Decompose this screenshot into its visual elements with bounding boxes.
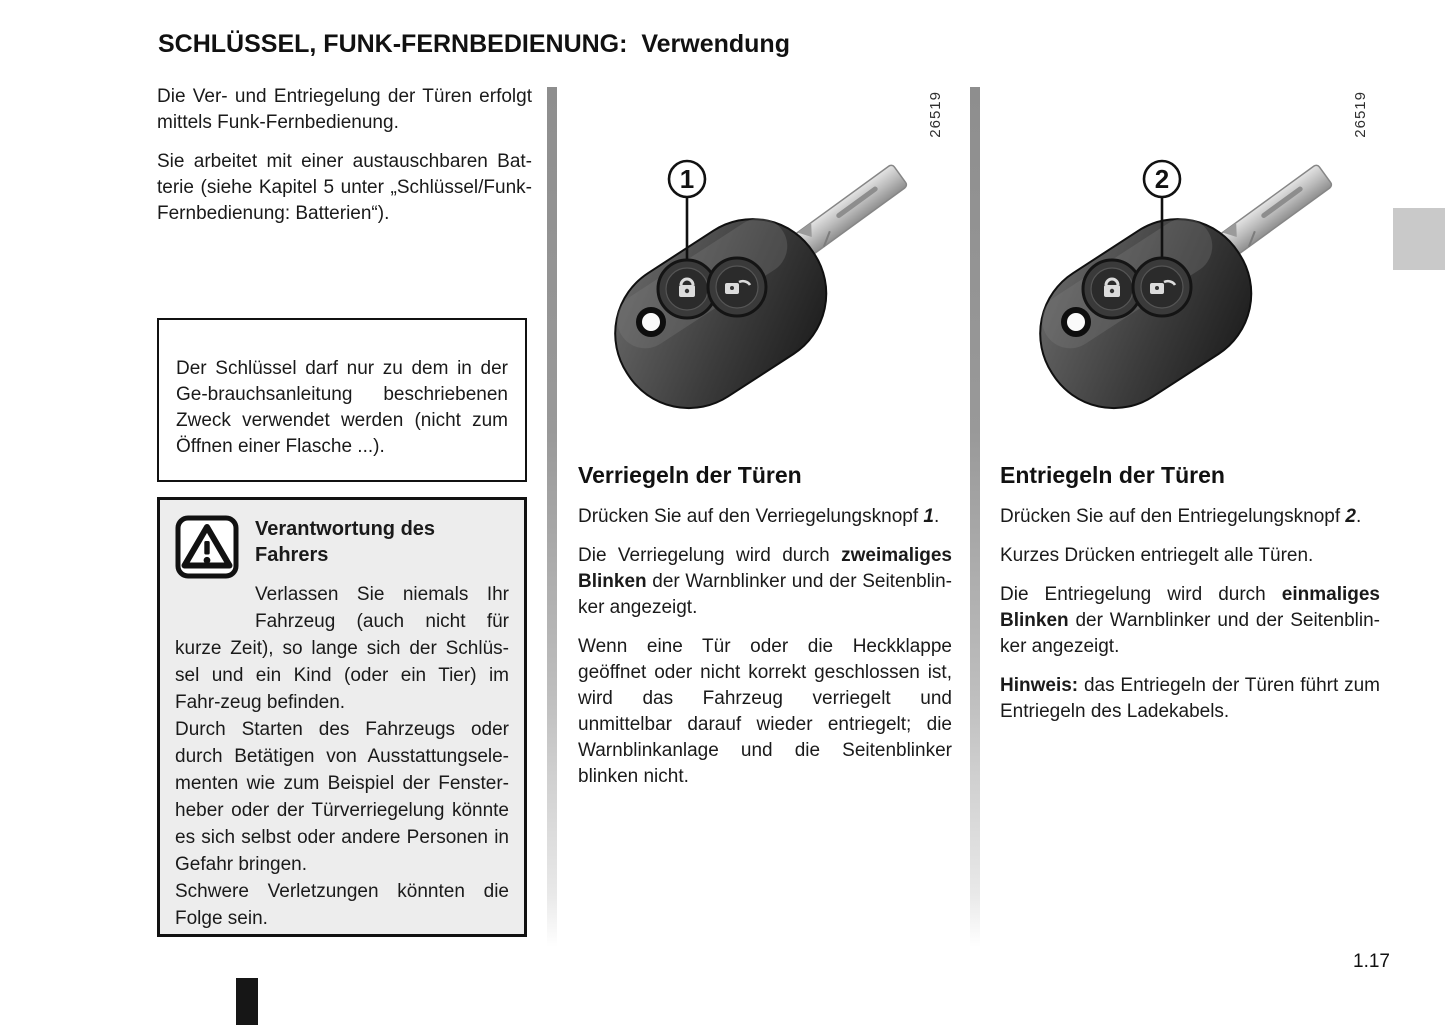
button-ref-1: 1 (923, 506, 934, 527)
keyring-hole (1064, 310, 1088, 334)
section-unlock (1000, 462, 1380, 738)
warning-box (157, 497, 527, 937)
warning-paragraph-2: Durch Starten des Fahrzeugs oder durch Betätigen von Ausstattungsele-menten wie zum Beispiel der Fenster-heber oder der Türverriegelung könnte es sich selbst oder andere Personen in Gefahr bringen. (175, 719, 509, 875)
column-divider (547, 87, 557, 947)
figure-ref-number: 26519 (1352, 91, 1369, 138)
callout-number: 2 (1154, 164, 1170, 194)
column-divider (970, 87, 980, 947)
figure-key-unlock (985, 88, 1385, 423)
section-lock-heading: Verriegeln der Türen (578, 462, 802, 488)
intro-paragraph-1: Die Ver- und Entriegelung der Türen erfolgt mittels Funk-Fernbedienung. (157, 86, 532, 133)
unlock-paragraph-1: Drücken Sie auf den Entriegelungsknopf 2. (1000, 506, 1362, 527)
intro-paragraph-2: Sie arbeitet mit einer austauschbaren Bat-terie (siehe Kapitel 5 unter „Schlüssel/Funk-Fernbedienung: Batterien“). (157, 151, 532, 224)
key-illustration (560, 88, 960, 423)
note-box (157, 318, 527, 482)
keyring-hole (639, 310, 663, 334)
warning-title: Verantwortung des Fahrers (255, 518, 436, 566)
warning-triangle-icon (175, 515, 239, 579)
lock-paragraph-3: Wenn eine Tür oder die Heckklappe geöffnet oder nicht korrekt geschlossen ist, wird das Fahrzeug verriegelt und unmittelbar darauf wieder entriegelt; die Warnblinkanlage und die Seitenblinker blinken nicht. (578, 636, 952, 787)
section-unlock-heading: Entriegeln der Türen (1000, 462, 1225, 488)
print-registration-mark (236, 978, 258, 1025)
figure-key-lock (560, 88, 960, 423)
warning-paragraph-3: Schwere Verletzungen könnten die Folge sein. (175, 881, 509, 929)
chapter-edge-tab (1393, 208, 1445, 270)
lock-paragraph-1: Drücken Sie auf den Verriegelungsknopf 1. (578, 506, 940, 527)
unlock-note: Hinweis: das Entriegeln der Türen führt zum Entriegeln des Ladekabels. (1000, 675, 1380, 722)
button-ref-2: 2 (1345, 506, 1356, 527)
key-illustration (985, 88, 1385, 423)
intro-column (157, 84, 532, 240)
page-title: SCHLÜSSEL, FUNK-FERNBEDIENUNG: Verwendung (158, 30, 790, 58)
figure-ref-number: 26519 (927, 91, 944, 138)
unlock-paragraph-2: Kurzes Drücken entriegelt alle Türen. (1000, 545, 1314, 566)
page-number: 1.17 (1353, 951, 1390, 972)
warning-paragraph-1: Verlassen Sie niemals Ihr Fahrzeug (auch nicht für kurze Zeit), so lange sich der Schlüs-sel und ein Kind (oder ein Tier) im Fahr-zeug befinden. (175, 584, 509, 713)
section-lock (578, 462, 952, 803)
note-text: Der Schlüssel darf nur zu dem in der Ge-brauchsanleitung beschriebenen Zweck verwendet werden (nicht zum Öffnen einer Flasche ...). (176, 358, 508, 457)
lock-paragraph-2: Die Verriegelung wird durch zweimaliges Blinken der Warnblinker und der Seitenblin-ker angezeigt. (578, 545, 952, 618)
callout-number: 1 (679, 164, 695, 194)
unlock-paragraph-3: Die Entriegelung wird durch einmaliges Blinken der Warnblinker und der Seitenblin-ker angezeigt. (1000, 584, 1380, 657)
